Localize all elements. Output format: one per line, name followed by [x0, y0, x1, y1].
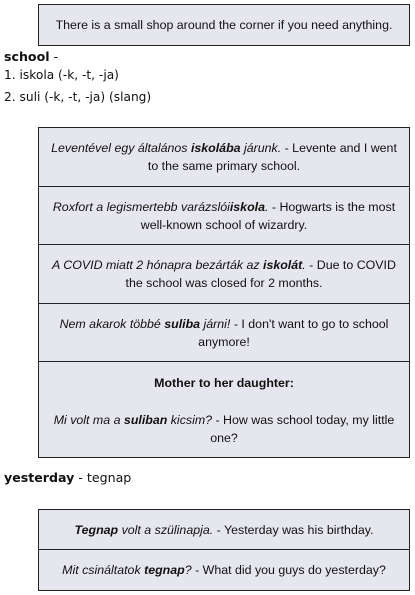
- term-school: [4, 48, 58, 65]
- example-cell: [39, 550, 409, 590]
- example-text: Mi volt ma a suliban kicsim? - How was school today, my little one?: [53, 413, 395, 445]
- example-cell: [39, 5, 409, 45]
- example-text: Tegnap volt a szülinapja. - Yesterday was his birthday.: [74, 522, 374, 537]
- term-word: yesterday: [4, 470, 75, 485]
- example-cell: [39, 128, 409, 187]
- term-separator: -: [49, 49, 59, 64]
- example-text: A COVID miatt 2 hónapra bezárták az iskolát. - Due to COVID the school was closed for 2 months.: [52, 258, 396, 290]
- example-cell: [39, 187, 409, 245]
- example-text: Nem akarok többé suliba járni! - I don't want to go to school anymore!: [59, 316, 389, 349]
- example-text: Leventével egy általános iskolába járunk. - Levente and I went to the same primary school.: [51, 141, 397, 173]
- example-cell: [39, 510, 409, 550]
- definition-1: 1. iskola (-k, -t, -ja): [4, 68, 119, 82]
- example-cell: [39, 304, 409, 362]
- example-cell: [39, 245, 409, 304]
- yesterday-examples-box: [38, 509, 410, 591]
- example-cell-mother: [39, 362, 409, 457]
- example-text: Mit csináltatok tegnap? - What did you guys do yesterday?: [62, 563, 386, 577]
- definition-2: 2. suli (-k, -t, -ja) (slang): [4, 90, 152, 104]
- school-examples-box: [38, 127, 410, 458]
- top-example-box: [38, 4, 410, 46]
- example-text: There is a small shop around the corner if you need anything.: [55, 18, 393, 32]
- term-definition: - tegnap: [74, 470, 132, 485]
- term-yesterday: [4, 469, 131, 486]
- mother-heading: Mother to her daughter:: [154, 376, 294, 390]
- term-word: school: [4, 49, 50, 64]
- example-text: Roxfort a legismertebb varázslóiiskola. - Hogwarts is the most well-known school of wizardry.: [52, 199, 396, 232]
